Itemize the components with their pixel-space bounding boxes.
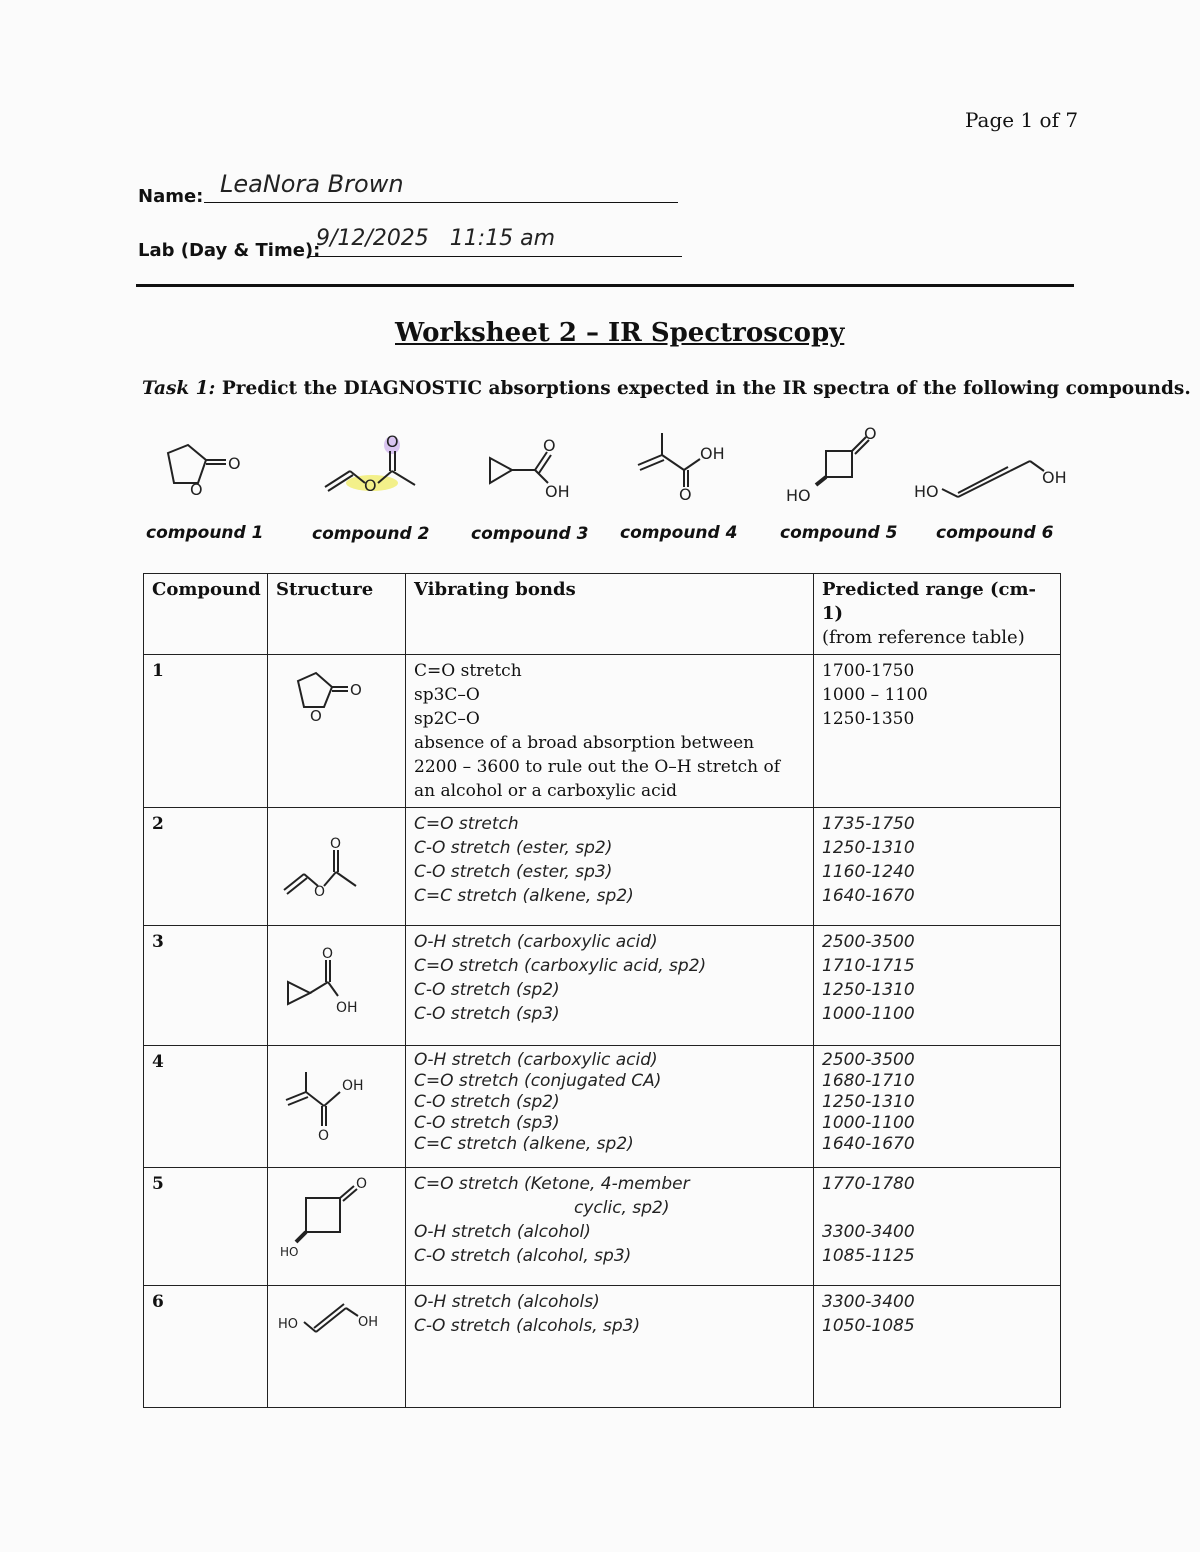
row-ranges: 1735-1750 1250-1310 1160-1240 1640-1670 [814, 808, 1061, 926]
row-2-structure [276, 812, 386, 912]
ir-prediction-table [143, 573, 1061, 1408]
c4-o-carbonyl: O [679, 485, 692, 504]
c6-oh: OH [1042, 468, 1067, 487]
compound-1-structure [168, 445, 241, 499]
table-row [144, 808, 1061, 926]
compound-label-4: compound 4 [620, 523, 738, 543]
row-6-structure [276, 1290, 386, 1370]
row-structure [268, 1046, 406, 1168]
table-row [144, 926, 1061, 1046]
lab-label: Lab (Day & Time): [138, 240, 321, 261]
c2-o-carbonyl: O [386, 432, 399, 451]
compound-3-structure [490, 436, 570, 501]
compound-label-5: compound 5 [780, 523, 898, 543]
row-bonds: O-H stretch (alcohols) C-O stretch (alcohols, sp3) [406, 1286, 814, 1408]
c5-o-carbonyl: O [864, 425, 877, 443]
svg-text:O: O [322, 946, 334, 962]
header-bonds: Vibrating bonds [406, 574, 814, 655]
compound-label-1: compound 1 [146, 523, 264, 543]
svg-text:HO: HO [280, 1245, 299, 1259]
compound-structures [140, 425, 1080, 515]
row-4-structure [276, 1050, 386, 1150]
svg-text:O: O [356, 1176, 368, 1192]
task-prefix: Task 1: [142, 378, 216, 399]
compound-4-structure [638, 433, 725, 504]
svg-text:OH: OH [358, 1315, 379, 1330]
row-bonds: C=O stretch (Ketone, 4-member cyclic, sp2) O-H stretch (alcohol) C-O stretch (alcohol, sp3) [406, 1168, 814, 1286]
svg-text:O: O [314, 884, 326, 900]
row-structure [268, 808, 406, 926]
header-range [814, 574, 1061, 655]
compound-label-2: compound 2 [312, 524, 430, 544]
name-label: Name: [138, 186, 204, 207]
row-bonds: O-H stretch (carboxylic acid) C=O stretch (conjugated CA) C-O stretch (sp2) C-O stretch (sp3) C=C stretch (alkene, sp2) [406, 1046, 814, 1168]
svg-text:HO: HO [278, 1317, 299, 1332]
c3-o-carbonyl: O [543, 436, 556, 455]
table-row [144, 1168, 1061, 1286]
page-number: Page 1 of 7 [965, 108, 1079, 132]
compound-label-6: compound 6 [936, 523, 1054, 543]
task-instruction [142, 378, 1191, 399]
row-number: 1 [144, 655, 268, 808]
svg-text:O: O [330, 836, 342, 852]
svg-text:OH: OH [342, 1078, 364, 1094]
c2-o-ester: O [364, 476, 377, 495]
c3-oh: OH [545, 482, 570, 501]
header-compound: Compound [144, 574, 268, 655]
compound-label-3: compound 3 [471, 524, 589, 544]
lab-value: 9/12/2025 11:15 am [316, 226, 556, 251]
row-ranges: 2500-3500 1680-1710 1250-1310 1000-1100 1640-1670 [814, 1046, 1061, 1168]
compound-2-structure [325, 432, 415, 495]
row-1-structure [276, 659, 386, 729]
svg-text:OH: OH [336, 1000, 358, 1016]
table-row [144, 655, 1061, 808]
c5-ho: HO [786, 486, 811, 505]
row-5-structure [276, 1172, 386, 1272]
table-row [144, 1046, 1061, 1168]
header-range-title: Predicted range (cm-1) [822, 579, 1037, 624]
row-bonds: C=O stretch sp3C–O sp2C–O absence of a broad absorption between 2200 – 3600 to rule out the O–H stretch of an alcohol or a carboxylic acid [406, 655, 814, 808]
row-bonds: O-H stretch (carboxylic acid) C=O stretch (carboxylic acid, sp2) C-O stretch (sp2) C-O stretch (sp3) [406, 926, 814, 1046]
row-ranges: 1700-1750 1000 – 1100 1250-1350 [814, 655, 1061, 808]
row-number: 5 [144, 1168, 268, 1286]
compound-6-structure [914, 461, 1067, 501]
row-number: 2 [144, 808, 268, 926]
row-3-structure [276, 930, 386, 1030]
row-structure [268, 1168, 406, 1286]
name-value: LeaNora Brown [220, 170, 404, 198]
row-structure [268, 1286, 406, 1408]
c4-oh: OH [700, 444, 725, 463]
svg-text:O: O [318, 1128, 330, 1144]
c1-o-carbonyl: O [228, 454, 241, 473]
svg-text:O: O [350, 681, 362, 699]
row-number: 3 [144, 926, 268, 1046]
compound-5-structure [786, 425, 877, 505]
task-text: Predict the DIAGNOSTIC absorptions expected in the IR spectra of the following compounds. [221, 378, 1191, 399]
page-title: Worksheet 2 – IR Spectroscopy [395, 318, 845, 348]
header-divider [136, 284, 1074, 287]
row-ranges: 2500-3500 1710-1715 1250-1310 1000-1100 [814, 926, 1061, 1046]
row-ranges: 1770-1780 3300-3400 1085-1125 [814, 1168, 1061, 1286]
table-row [144, 1286, 1061, 1408]
row-ranges: 3300-3400 1050-1085 [814, 1286, 1061, 1408]
header-structure: Structure [268, 574, 406, 655]
row-number: 6 [144, 1286, 268, 1408]
header-range-sub: (from reference table) [822, 627, 1025, 648]
row-bonds: C=O stretch C-O stretch (ester, sp2) C-O stretch (ester, sp3) C=C stretch (alkene, sp2) [406, 808, 814, 926]
svg-text:O: O [310, 707, 322, 725]
row-structure [268, 655, 406, 808]
c1-o-ring: O [190, 480, 203, 499]
row-number: 4 [144, 1046, 268, 1168]
row-structure [268, 926, 406, 1046]
c6-ho: HO [914, 482, 939, 501]
